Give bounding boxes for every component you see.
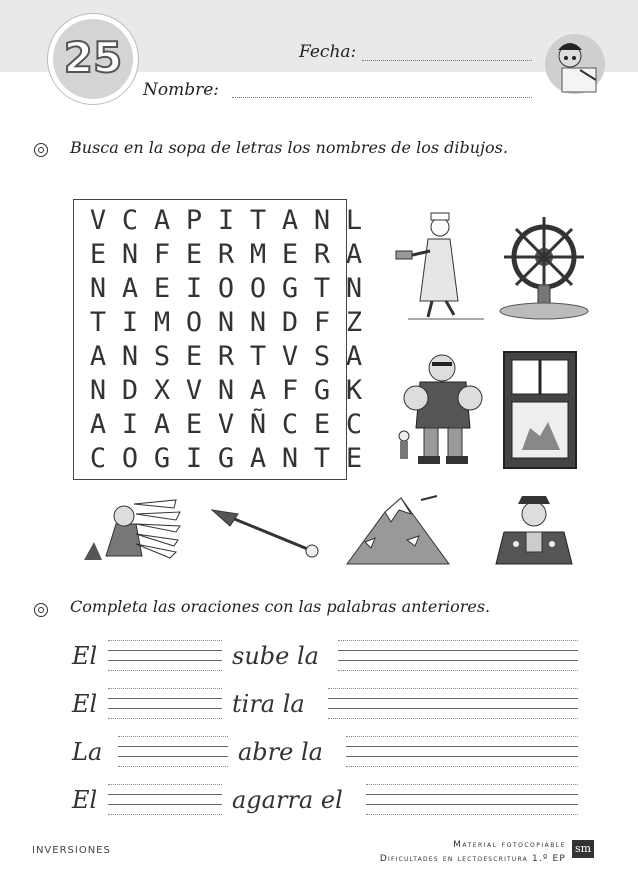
answer-blank[interactable] bbox=[328, 688, 578, 720]
lesson-number: 25 bbox=[63, 33, 123, 82]
answer-blank[interactable] bbox=[118, 736, 228, 768]
grid-letter[interactable]: I bbox=[185, 443, 203, 474]
footer-material: Material fotocopiable bbox=[453, 840, 566, 850]
grid-letter[interactable]: I bbox=[121, 307, 139, 338]
grid-letter[interactable]: O bbox=[217, 273, 235, 304]
grid-letter[interactable]: G bbox=[313, 375, 331, 406]
grid-row bbox=[82, 408, 370, 442]
grid-letter[interactable]: F bbox=[313, 307, 331, 338]
grid-row bbox=[82, 306, 370, 340]
grid-letter[interactable]: N bbox=[313, 205, 331, 236]
footer-course: Dificultades en lectoescritura 1.º EP bbox=[379, 854, 566, 864]
sentence-start: El bbox=[72, 690, 98, 718]
grid-letter[interactable]: C bbox=[281, 409, 299, 440]
grid-letter[interactable]: O bbox=[121, 443, 139, 474]
grid-letter[interactable]: D bbox=[281, 307, 299, 338]
grid-letter[interactable]: C bbox=[121, 205, 139, 236]
grid-row bbox=[82, 442, 370, 476]
grid-letter[interactable]: P bbox=[185, 205, 203, 236]
grid-row bbox=[82, 204, 370, 238]
grid-letter[interactable]: A bbox=[281, 205, 299, 236]
grid-letter[interactable]: R bbox=[313, 239, 331, 270]
instruction-2: Completa las oraciones con las palabras anteriores. bbox=[70, 597, 491, 616]
grid-row bbox=[82, 272, 370, 306]
grid-row bbox=[82, 238, 370, 272]
grid-letter[interactable]: M bbox=[249, 239, 267, 270]
grid-letter[interactable]: C bbox=[89, 443, 107, 474]
fecha-label: Fecha: bbox=[299, 42, 357, 62]
nombre-label: Nombre: bbox=[143, 80, 220, 100]
answer-blank[interactable] bbox=[108, 688, 222, 720]
answer-blank[interactable] bbox=[108, 784, 222, 816]
giant-icon bbox=[396, 350, 484, 468]
grid-letter[interactable]: A bbox=[121, 273, 139, 304]
grid-letter[interactable]: T bbox=[313, 273, 331, 304]
answer-blank[interactable] bbox=[346, 736, 578, 768]
spear-icon bbox=[210, 506, 322, 558]
grid-letter[interactable]: T bbox=[249, 341, 267, 372]
grid-letter[interactable]: R bbox=[217, 239, 235, 270]
sentence-middle: abre la bbox=[238, 738, 323, 766]
lesson-number-badge bbox=[48, 14, 138, 104]
grid-letter[interactable]: E bbox=[345, 443, 363, 474]
bullet-icon bbox=[34, 603, 48, 617]
grid-letter[interactable]: G bbox=[153, 443, 171, 474]
answer-blank[interactable] bbox=[366, 784, 578, 816]
sentence-start: El bbox=[72, 642, 98, 670]
native-chief-icon bbox=[76, 494, 186, 566]
grid-letter[interactable]: Z bbox=[345, 307, 363, 338]
grid-letter[interactable]: N bbox=[217, 375, 235, 406]
instruction-1: Busca en la sopa de letras los nombres de los dibujos. bbox=[70, 138, 508, 157]
grid-letter[interactable]: N bbox=[121, 341, 139, 372]
grid-letter[interactable]: N bbox=[345, 273, 363, 304]
grid-letter[interactable]: A bbox=[89, 409, 107, 440]
grid-letter[interactable]: G bbox=[217, 443, 235, 474]
grid-letter[interactable]: D bbox=[121, 375, 139, 406]
publisher-logo: sm bbox=[572, 840, 594, 858]
grid-letter[interactable]: G bbox=[281, 273, 299, 304]
grid-letter[interactable]: E bbox=[89, 239, 107, 270]
grid-letter[interactable]: N bbox=[89, 273, 107, 304]
grid-letter[interactable]: N bbox=[217, 307, 235, 338]
grid-letter[interactable]: T bbox=[249, 205, 267, 236]
grid-letter[interactable]: F bbox=[153, 239, 171, 270]
sentence-start: La bbox=[72, 738, 103, 766]
grid-letter[interactable]: M bbox=[153, 307, 171, 338]
mountain-icon bbox=[345, 492, 451, 566]
word-search-grid bbox=[73, 199, 363, 480]
grid-letter[interactable]: I bbox=[185, 273, 203, 304]
grid-letter[interactable]: T bbox=[89, 307, 107, 338]
sentence-middle: tira la bbox=[232, 690, 305, 718]
grid-letter[interactable]: E bbox=[185, 239, 203, 270]
nurse-icon bbox=[388, 205, 488, 323]
grid-letter[interactable]: E bbox=[281, 239, 299, 270]
grid-letter[interactable]: I bbox=[217, 205, 235, 236]
grid-letter[interactable]: L bbox=[345, 205, 363, 236]
grid-letter[interactable]: A bbox=[345, 239, 363, 270]
grid-letter[interactable]: A bbox=[345, 341, 363, 372]
grid-letter[interactable]: A bbox=[153, 409, 171, 440]
grid-letter[interactable]: S bbox=[313, 341, 331, 372]
grid-letter[interactable]: E bbox=[185, 409, 203, 440]
grid-row bbox=[82, 340, 370, 374]
grid-letter[interactable]: N bbox=[89, 375, 107, 406]
footer-series: INVERSIONES bbox=[32, 845, 111, 856]
grid-letter[interactable]: A bbox=[89, 341, 107, 372]
grid-letter[interactable]: O bbox=[185, 307, 203, 338]
grid-letter[interactable]: E bbox=[185, 341, 203, 372]
captain-icon bbox=[486, 492, 582, 566]
grid-letter[interactable]: R bbox=[217, 341, 235, 372]
grid-letter[interactable]: A bbox=[249, 443, 267, 474]
bullet-icon bbox=[34, 143, 48, 157]
grid-letter[interactable]: X bbox=[153, 375, 171, 406]
window-icon bbox=[500, 350, 580, 470]
grid-letter[interactable]: F bbox=[281, 375, 299, 406]
grid-letter[interactable]: A bbox=[249, 375, 267, 406]
sentence-middle: agarra el bbox=[232, 786, 343, 814]
grid-letter[interactable]: E bbox=[313, 409, 331, 440]
grid-letter[interactable]: T bbox=[313, 443, 331, 474]
grid-letter[interactable]: V bbox=[89, 205, 107, 236]
answer-blank[interactable] bbox=[338, 640, 578, 672]
fecha-field[interactable] bbox=[362, 60, 532, 61]
grid-letter[interactable]: N bbox=[281, 443, 299, 474]
grid-letter[interactable]: V bbox=[217, 409, 235, 440]
sentence-start: El bbox=[72, 786, 98, 814]
grid-letter[interactable]: E bbox=[153, 273, 171, 304]
grid-letter[interactable]: Ñ bbox=[249, 409, 267, 440]
grid-letter[interactable]: I bbox=[121, 409, 139, 440]
grid-letter[interactable]: K bbox=[345, 375, 363, 406]
ship-wheel-icon bbox=[496, 207, 592, 323]
grid-letter[interactable]: N bbox=[249, 307, 267, 338]
grid-letter[interactable]: S bbox=[153, 341, 171, 372]
grid-row bbox=[82, 374, 370, 408]
grid-letter[interactable]: V bbox=[281, 341, 299, 372]
grid-letter[interactable]: O bbox=[249, 273, 267, 304]
nombre-field[interactable] bbox=[232, 97, 532, 98]
grid-letter[interactable]: C bbox=[345, 409, 363, 440]
sentence-middle: sube la bbox=[232, 642, 319, 670]
grid-letter[interactable]: N bbox=[121, 239, 139, 270]
answer-blank[interactable] bbox=[108, 640, 222, 672]
grid-letter[interactable]: V bbox=[185, 375, 203, 406]
grid-letter[interactable]: A bbox=[153, 205, 171, 236]
mascot-icon bbox=[540, 28, 610, 98]
